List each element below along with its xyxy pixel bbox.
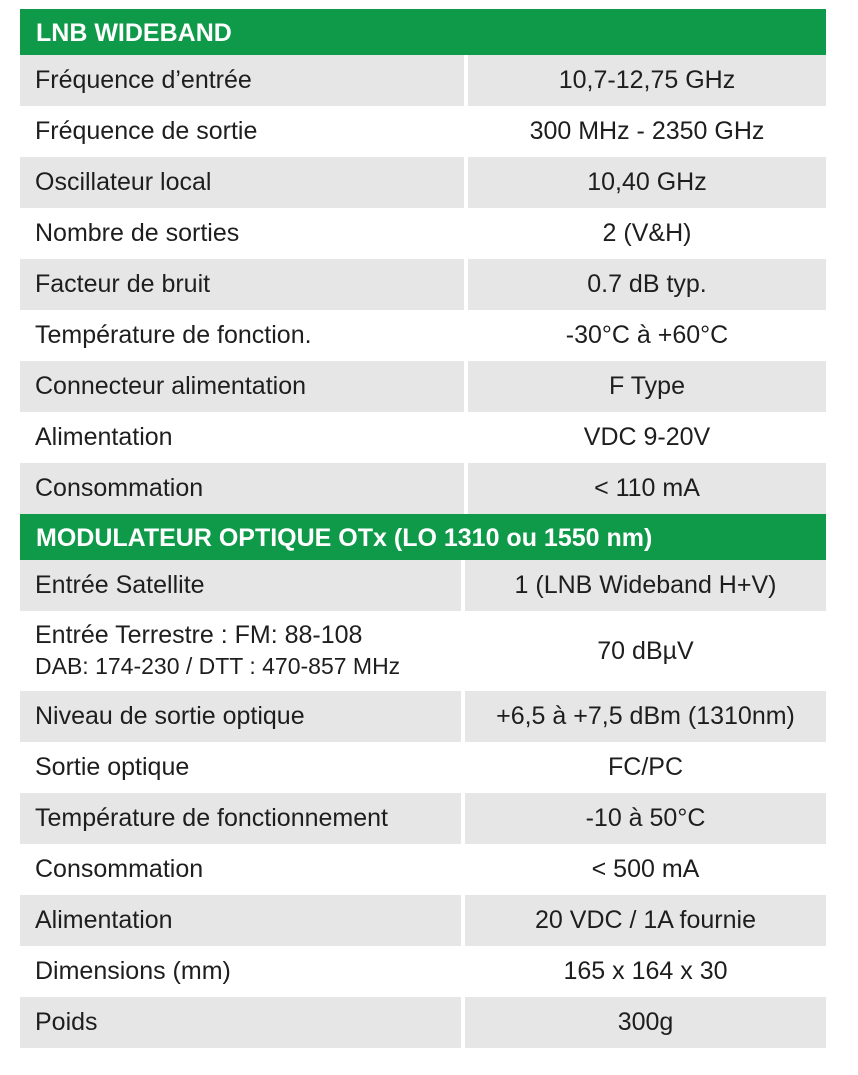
spec-label: Fréquence de sortie [20,106,468,157]
spec-label: Facteur de bruit [20,259,468,310]
spec-value: -10 à 50°C [465,793,826,844]
table-row [20,259,826,310]
spec-value: < 500 mA [591,855,700,883]
spec-value: 2 (V&H) [602,219,692,247]
spec-value: 300 MHz - 2350 GHz [529,117,765,145]
modulator-spec-table [20,560,826,1048]
spec-value: 10,7-12,75 GHz [468,55,826,106]
spec-label: Sortie optique [20,742,465,793]
spec-value: 0.7 dB typ. [468,259,826,310]
table-row [20,208,826,259]
spec-label: Température de fonctionnement [20,793,465,844]
table-row [20,55,826,106]
spec-label-line: Entrée Terrestre : FM: 88-108 [35,621,363,649]
spec-label: Niveau de sortie optique [20,691,465,742]
spec-label: Dimensions (mm) [20,946,465,997]
spec-label-multiline [20,611,465,691]
table-row [20,157,826,208]
table-row [20,310,826,361]
spec-label: Consommation [20,844,465,895]
spec-label: Fréquence d’entrée [20,55,468,106]
spec-label-line: DAB: 174-230 / DTT : 470-857 MHz [35,653,401,679]
spec-label: Poids [20,997,465,1048]
table-row [20,997,826,1048]
table-row [20,560,826,611]
spec-label: Alimentation [20,895,465,946]
table-row [20,106,826,157]
spec-value: 10,40 GHz [468,157,826,208]
spec-value: 20 VDC / 1A fournie [465,895,826,946]
spec-label: Entrée Satellite [20,560,465,611]
spec-value: 165 x 164 x 30 [563,957,728,985]
lnb-section-header: LNB WIDEBAND [20,9,826,55]
spec-value: < 110 mA [468,463,826,514]
table-row [20,412,826,463]
lnb-spec-table [20,55,826,514]
spec-value: F Type [468,361,826,412]
table-row [20,361,826,412]
spec-label: Température de fonction. [20,310,468,361]
table-row [20,463,826,514]
table-row [20,946,826,997]
table-row [20,742,826,793]
spec-label: Alimentation [20,412,468,463]
spec-value: -30°C à +60°C [565,321,729,349]
table-row [20,844,826,895]
spec-label: Nombre de sorties [20,208,468,259]
spec-sheet [20,9,826,1048]
modulator-section-header: MODULATEUR OPTIQUE OTx (LO 1310 ou 1550 nm) [20,514,826,560]
spec-value: 300g [465,997,826,1048]
table-row [20,611,826,691]
table-row [20,895,826,946]
spec-value: 70 dBµV [597,636,694,665]
table-row [20,691,826,742]
spec-label: Oscillateur local [20,157,468,208]
spec-value: 1 (LNB Wideband H+V) [465,560,826,611]
spec-label: Consommation [20,463,468,514]
spec-value: FC/PC [608,753,683,781]
table-row [20,793,826,844]
spec-label: Connecteur alimentation [20,361,468,412]
spec-value: VDC 9-20V [583,423,711,451]
spec-value: +6,5 à +7,5 dBm (1310nm) [465,691,826,742]
